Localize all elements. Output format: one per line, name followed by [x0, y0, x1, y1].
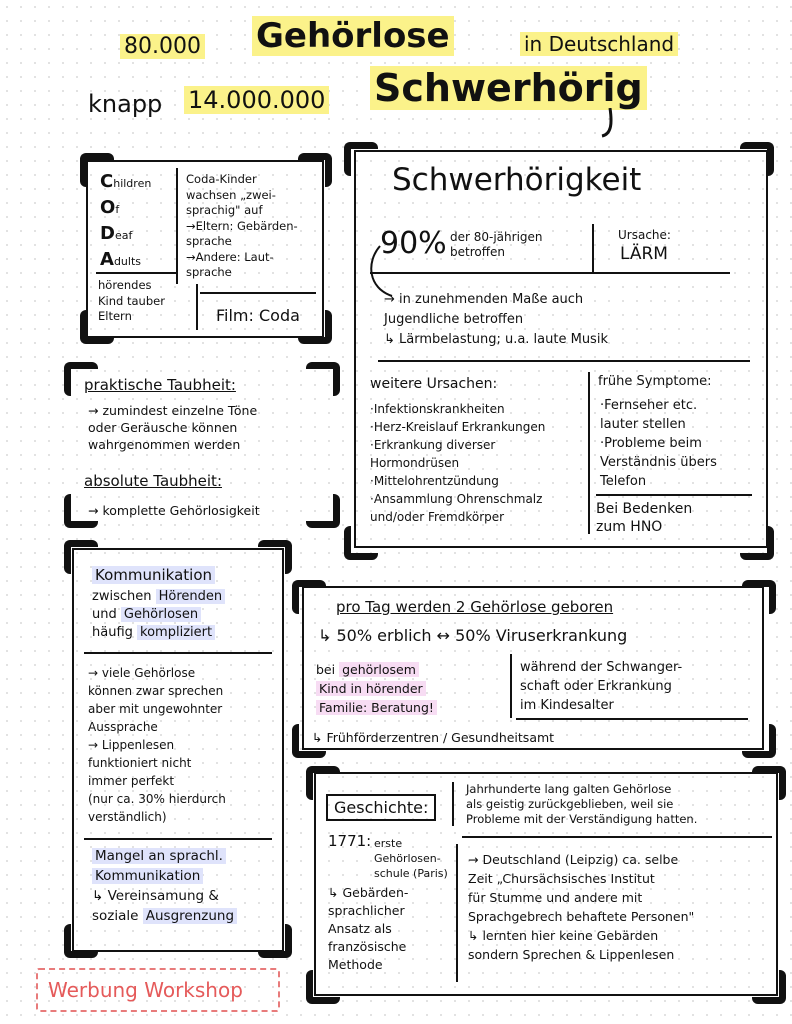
coda-hearing-child: hörendes Kind tauber Eltern	[98, 278, 165, 323]
early-support: ↳ Frühförderzentren / Gesundheitsamt	[312, 730, 555, 745]
coda-film: Film: Coda	[216, 306, 300, 325]
percent-text: der 80-jährigen betroffen	[450, 230, 543, 259]
hoh-heading: Schwerhörig	[370, 66, 647, 110]
absolute-deafness-title: absolute Taubheit:	[84, 472, 222, 490]
symptoms-list: ·Fernseher etc. lauter stellen ·Probleme beim Verständnis übers Telefon	[600, 398, 717, 489]
hearing-loss-title: Schwerhörigkeit	[392, 162, 642, 198]
history-first-school: erste Gehörlosen- schule (Paris)	[374, 837, 448, 880]
history-year: 1771:	[328, 832, 372, 850]
symptoms-title: frühe Symptome:	[598, 374, 712, 389]
practical-deafness-title: praktische Taubheit:	[84, 376, 236, 394]
history-intro: Jahrhunderte lang galten Gehörlose als geistig zurückgeblieben, weil sie Probleme mit der Verständigung hatten.	[466, 782, 698, 826]
coda-description: Coda-Kinder wachsen „zwei- sprachig" auf →Eltern: Gebärden- sprache →Andere: Laut- sprache	[186, 172, 298, 279]
deaf-place: in Deutschland	[520, 32, 678, 56]
deaf-heading: Gehörlose	[252, 16, 454, 56]
other-causes-title: weitere Ursachen:	[370, 376, 498, 392]
hoh-prefix: knapp	[88, 90, 163, 118]
births-title: pro Tag werden 2 Gehörlose geboren	[336, 598, 614, 616]
communication-deficit: Mangel an sprachl. Kommunikation ↳ Vereinsamung & soziale Ausgrenzung	[92, 846, 282, 926]
practical-deafness-text: → zumindest einzelne Töne oder Geräusche können wahrgenommen werden	[88, 403, 258, 452]
hoh-count: 14.000.000	[184, 86, 329, 114]
hearing-family-advice: bei gehörlosem Kind in hörender Familie: Beratung!	[316, 660, 504, 717]
coda-acronym: Children Of Deaf Adults	[100, 171, 152, 270]
virus-details: während der Schwanger- schaft oder Erkrankung im Kindesalter	[520, 660, 683, 713]
history-germany: → Deutschland (Leipzig) ca. selbe Zeit „Chursächsisches Institut für Stumme und andere mit Sprachgebrech behaftete Personen" ↳ lernten hier keine Gebärden sondern Sprechen & Lippenlesen	[468, 852, 695, 962]
communication-details: → viele Gehörlose können zwar sprechen aber mit ungewohnter Aussprache → Lippenlesen funktioniert nicht immer perfekt (nur ca. 30% hierdurch verständlich)	[88, 666, 226, 824]
descender-stroke	[600, 108, 620, 138]
communication-title: Kommunikation	[92, 566, 215, 584]
youth-affected: → in zunehmenden Maße auch Jugendliche betroffen ↳ Lärmbelastung; u.a. laute Musik	[384, 292, 608, 347]
deaf-count: 80.000	[120, 34, 205, 59]
absolute-deafness-text: → komplette Gehörlosigkeit	[88, 503, 260, 518]
communication-intro: zwischen Hörenden und Gehörlosen häufig kompliziert	[92, 588, 278, 642]
births-split: ↳ 50% erblich ↔ 50% Viruserkrankung	[318, 626, 628, 645]
other-causes-list: ·Infektionskrankheiten ·Herz-Kreislauf Erkrankungen ·Erkrankung diverser Hormondrüsen ·Mittelohrentzündung ·Ansammlung Ohrenschmalz und/oder Fremdkörper	[370, 402, 546, 524]
cause-label: Ursache:	[618, 228, 671, 242]
workshop-label: Werbung Workshop	[48, 978, 243, 1002]
history-title: Geschichte:	[326, 794, 436, 821]
percent-value: 90%	[380, 226, 447, 261]
history-sign-language: ↳ Gebärden- sprachlicher Ansatz als französische Methode	[328, 885, 409, 972]
doctor-advice: Bei Bedenken zum HNO	[596, 501, 693, 535]
cause-value: LÄRM	[620, 244, 668, 264]
